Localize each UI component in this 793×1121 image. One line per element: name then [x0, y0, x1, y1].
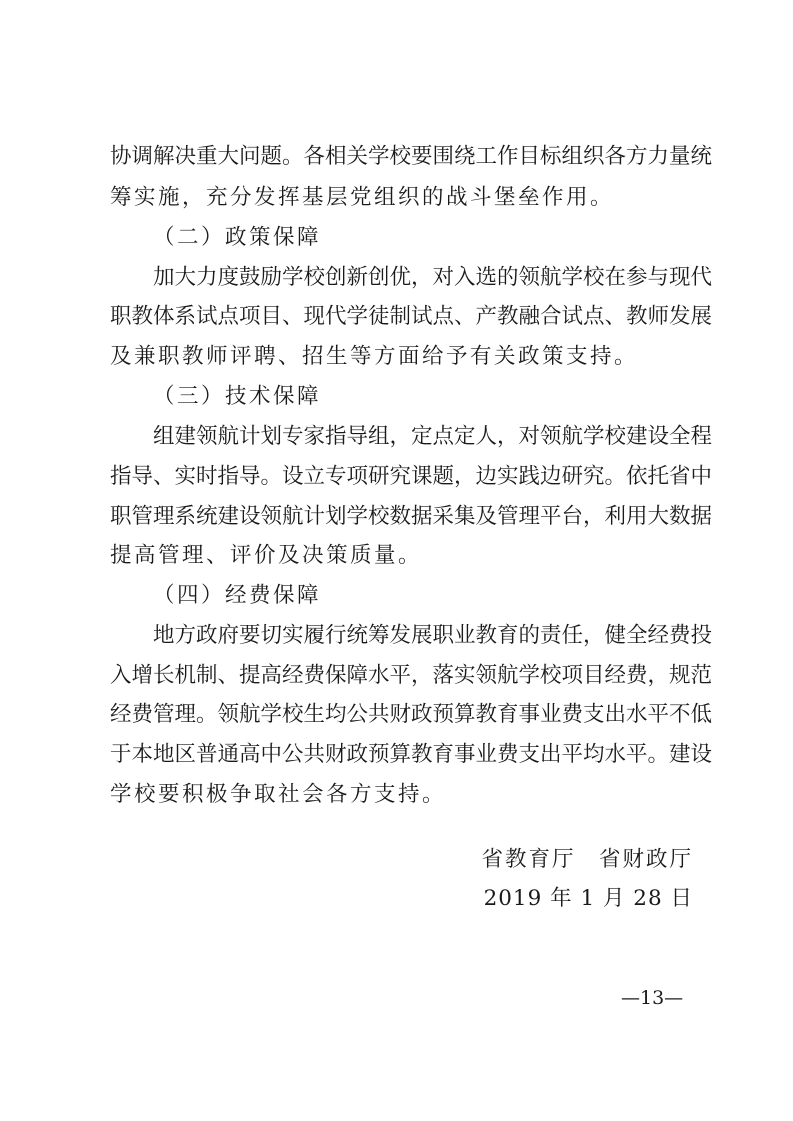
page-number: —13—: [621, 987, 684, 1009]
section-heading: （四）经费保障: [153, 583, 322, 608]
issue-date: 2019 年 1 月 28 日: [483, 886, 693, 911]
body-line: 协调解决重大问题。各相关学校要围绕工作目标组织各方力量统: [110, 144, 713, 169]
body-line: 职管理系统建设领航计划学校数据采集及管理平台，利用大数据: [110, 504, 713, 529]
body-line: 指导、实时指导。设立专项研究课题，边实践边研究。依托省中: [110, 464, 713, 489]
issuing-departments: 省教育厅 省财政厅: [481, 847, 693, 872]
body-line: 及兼职教师评聘、招生等方面给予有关政策支持。: [110, 344, 639, 369]
section-heading: （三）技术保障: [153, 384, 322, 409]
section-heading: （二）政策保障: [153, 225, 322, 250]
body-line: 加大力度鼓励学校创新创优，对入选的领航学校在参与现代: [153, 265, 713, 290]
body-line: 入增长机制、提高经费保障水平，落实领航学校项目经费，规范: [110, 663, 713, 688]
body-line: 地方政府要切实履行统筹发展职业教育的责任，健全经费投: [153, 623, 713, 648]
body-line: 于本地区普通高中公共财政预算教育事业费支出平均水平。建设: [110, 742, 713, 767]
body-line: 经费管理。领航学校生均公共财政预算教育事业费支出水平不低: [110, 702, 713, 727]
body-line: 组建领航计划专家指导组，定点定人，对领航学校建设全程: [153, 424, 713, 449]
body-line: 提高管理、评价及决策质量。: [110, 543, 423, 568]
body-line: 职教体系试点项目、现代学徒制试点、产教融合试点、教师发展: [110, 304, 713, 329]
body-line: 学校要积极争取社会各方支持。: [110, 782, 447, 807]
body-line: 筹实施，充分发挥基层党组织的战斗堡垒作用。: [110, 185, 615, 210]
